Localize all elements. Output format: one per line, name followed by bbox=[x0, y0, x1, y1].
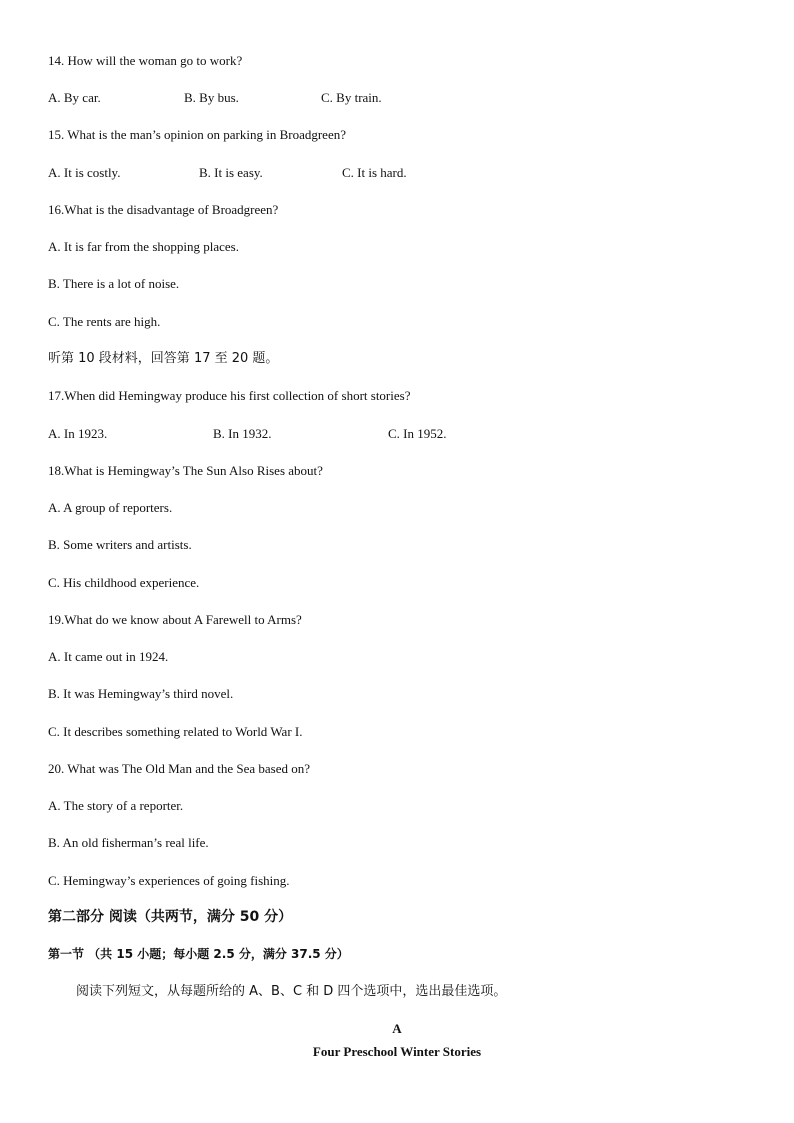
q16-option-c: C. The rents are high. bbox=[48, 314, 161, 329]
reading-instruction: 阅读下列短文，从每题所给的 A、B、C 和 D 四个选项中，选出最佳选项。 bbox=[76, 984, 507, 999]
q20-option-b: B. An old fisherman’s real life. bbox=[48, 835, 209, 850]
passage-letter: A bbox=[392, 1021, 402, 1036]
q15-option-b: B. It is easy. bbox=[199, 165, 263, 180]
q14-option-c: C. By train. bbox=[321, 90, 382, 105]
section-10-instruction: 听第 10 段材料，回答第 17 至 20 题。 bbox=[48, 351, 279, 366]
q17-option-b: B. In 1932. bbox=[213, 426, 272, 441]
q18-option-b: B. Some writers and artists. bbox=[48, 537, 192, 552]
q19-option-a: A. It came out in 1924. bbox=[48, 649, 169, 664]
q19-option-b: B. It was Hemingway’s third novel. bbox=[48, 686, 234, 701]
section-1-heading: 第一节 （共 15 小题；每小题 2.5 分，满分 37.5 分） bbox=[48, 947, 349, 961]
q17-option-c: C. In 1952. bbox=[388, 426, 447, 441]
question-20: 20. What was The Old Man and the Sea based on? bbox=[48, 761, 310, 776]
question-17: 17.When did Hemingway produce his first collection of short stories? bbox=[48, 388, 411, 403]
question-18: 18.What is Hemingway’s The Sun Also Rises about? bbox=[48, 463, 323, 478]
q20-option-a: A. The story of a reporter. bbox=[48, 798, 184, 813]
q18-option-a: A. A group of reporters. bbox=[48, 500, 173, 515]
q14-option-b: B. By bus. bbox=[184, 90, 239, 105]
q16-option-a: A. It is far from the shopping places. bbox=[48, 239, 239, 254]
part-2-title: 第二部分 阅读（共两节，满分 50 分） bbox=[48, 909, 293, 925]
q14-option-a: A. By car. bbox=[48, 90, 101, 105]
passage-title: Four Preschool Winter Stories bbox=[312, 1044, 482, 1059]
question-16: 16.What is the disadvantage of Broadgreen? bbox=[48, 202, 279, 217]
question-19: 19.What do we know about A Farewell to Arms? bbox=[48, 612, 302, 627]
q18-option-c: C. His childhood experience. bbox=[48, 575, 200, 590]
q20-option-c: C. Hemingway’s experiences of going fishing. bbox=[48, 873, 290, 888]
q15-option-a: A. It is costly. bbox=[48, 165, 121, 180]
q17-option-a: A. In 1923. bbox=[48, 426, 108, 441]
q15-option-c: C. It is hard. bbox=[342, 165, 407, 180]
question-15: 15. What is the man’s opinion on parking in Broadgreen? bbox=[48, 127, 346, 142]
q19-option-c: C. It describes something related to World War I. bbox=[48, 724, 303, 739]
question-14: 14. How will the woman go to work? bbox=[48, 53, 243, 68]
q16-option-b: B. There is a lot of noise. bbox=[48, 276, 180, 291]
